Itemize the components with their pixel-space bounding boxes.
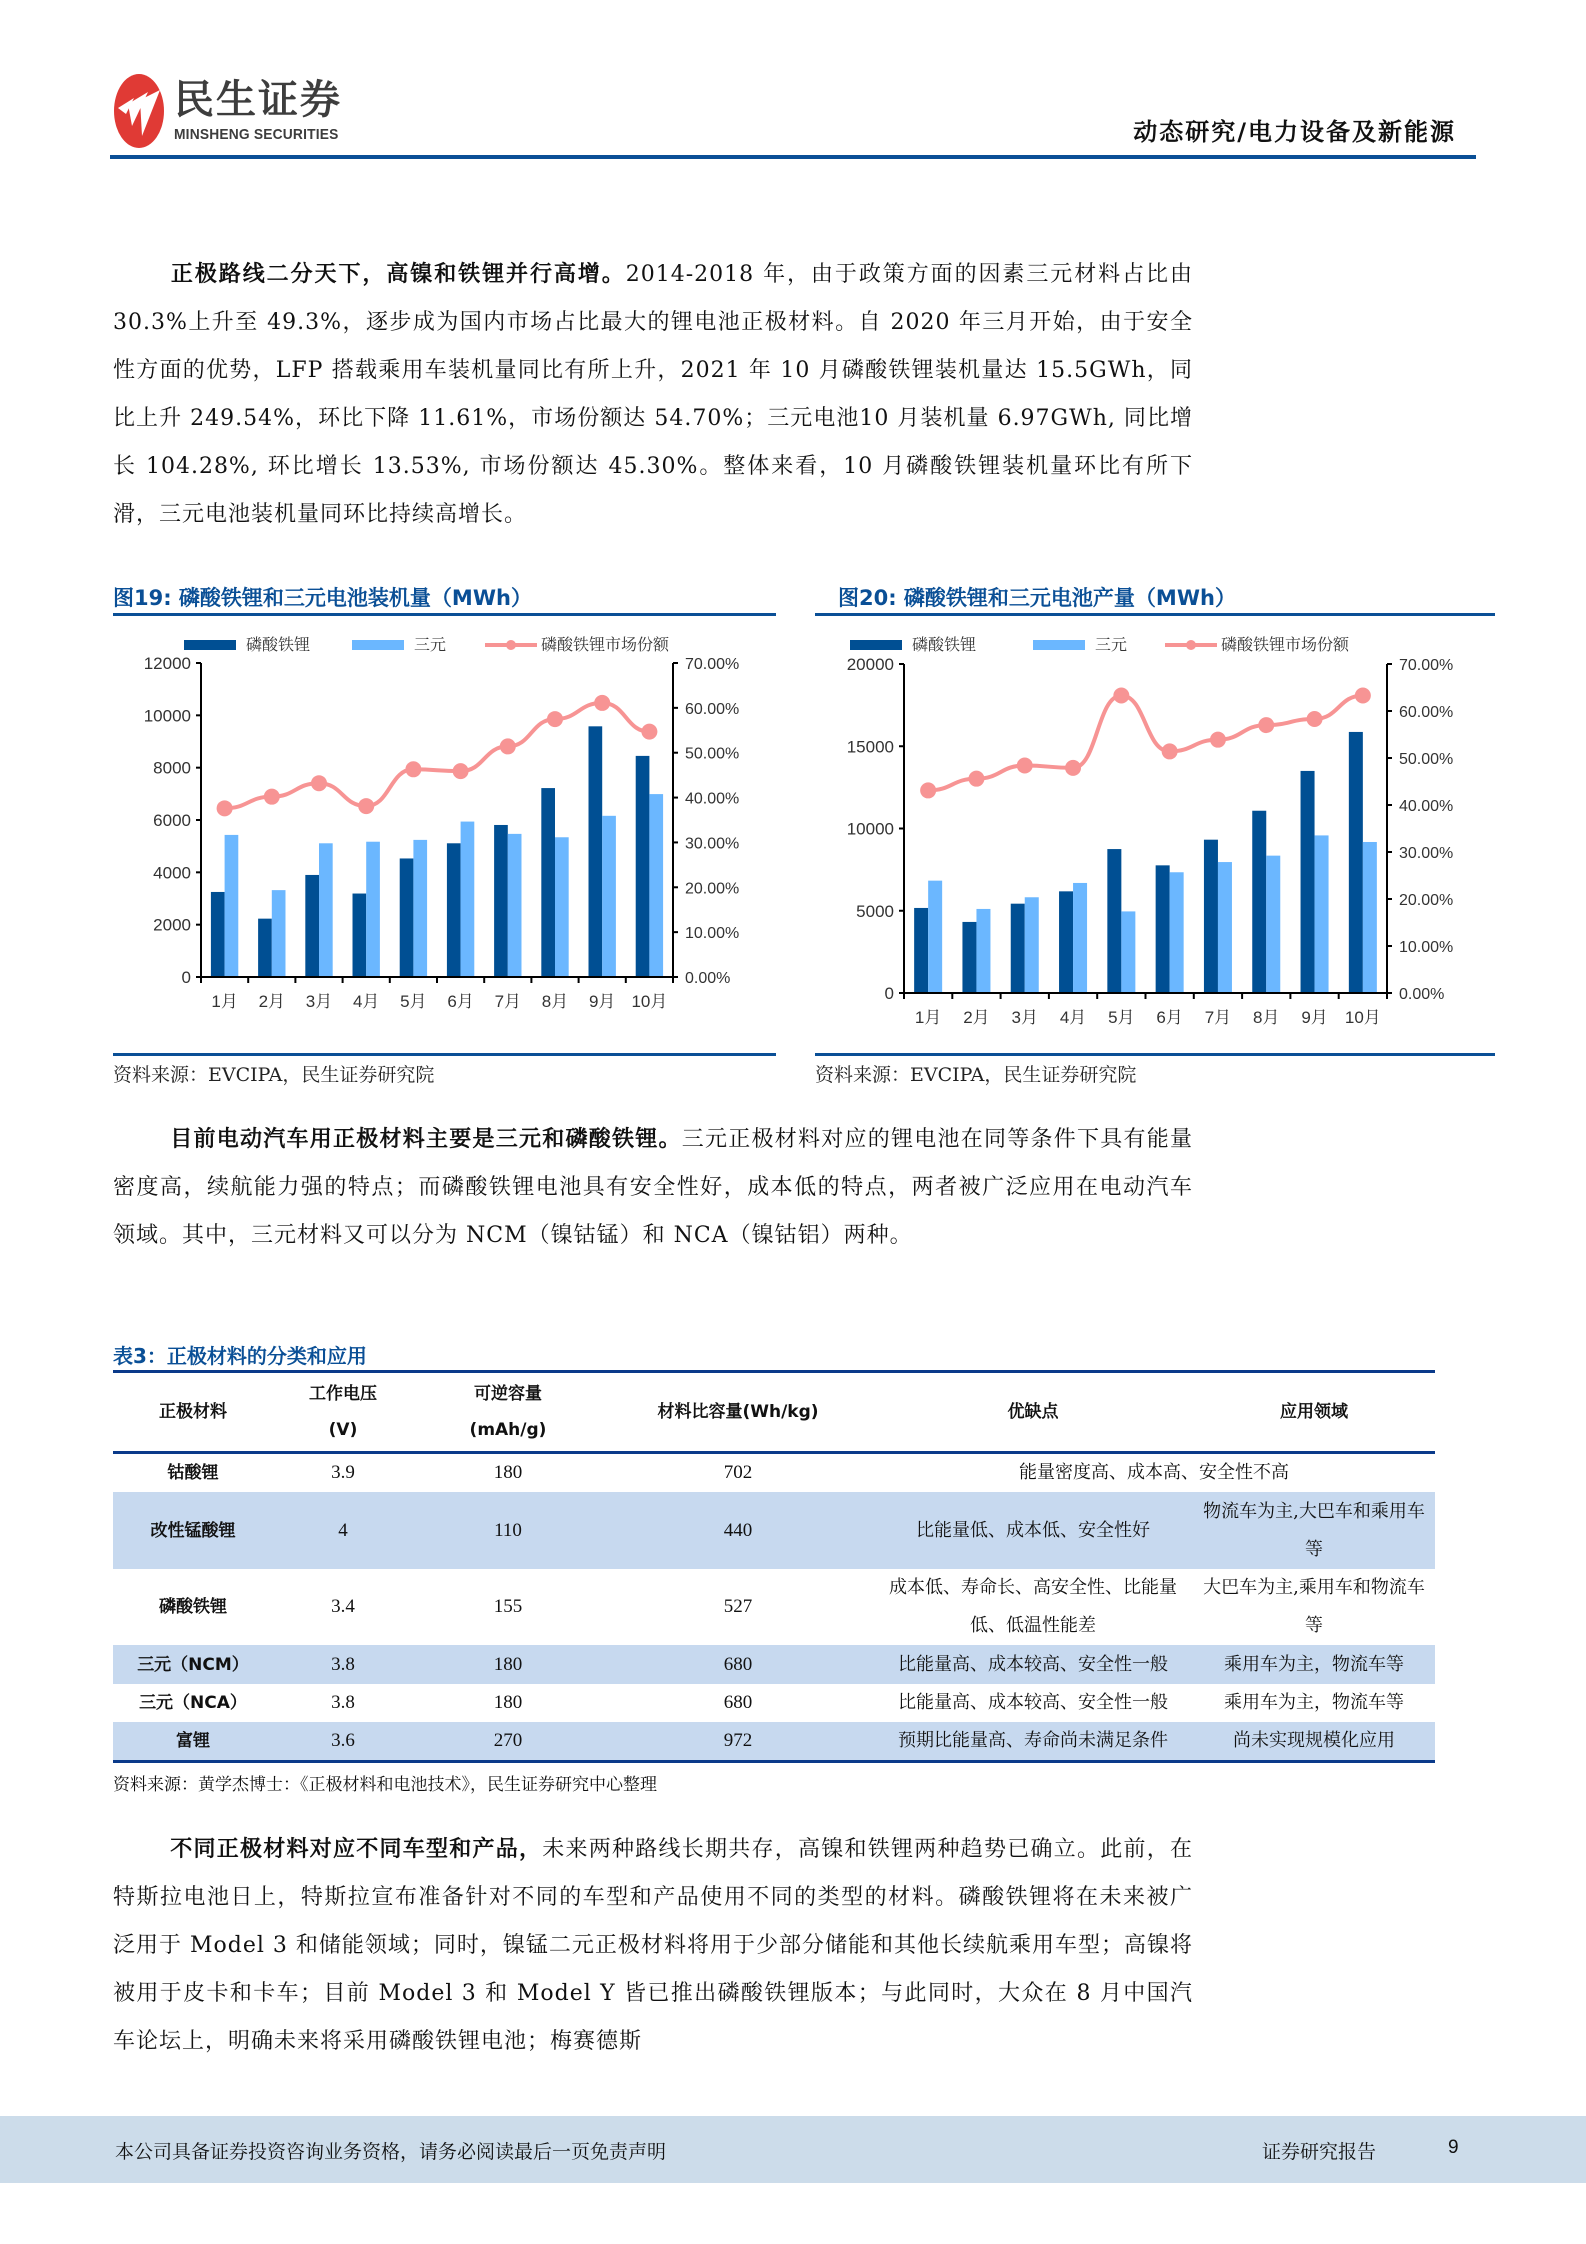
voltage-cell: 3.4 [331, 1596, 355, 1617]
table-row [113, 1722, 1435, 1762]
logo-english-name: MINSHENG SECURITIES [174, 126, 339, 143]
left-tick-label: 0 [181, 968, 191, 987]
figure-19-bottom-rule [113, 1053, 776, 1056]
x-tick-label: 3月 [305, 992, 333, 1011]
share-point [264, 789, 280, 805]
bar-lfp [541, 788, 555, 977]
bar-ternary [1170, 872, 1184, 993]
bar-lfp [914, 908, 928, 993]
share-line [225, 703, 650, 808]
bar-lfp [1156, 865, 1170, 993]
share-point [453, 763, 469, 779]
capacity-cell: 270 [493, 1730, 523, 1751]
x-tick-label: 6月 [1156, 1008, 1183, 1027]
table-row [113, 1492, 1435, 1569]
figure-20-title: 图20: 磷酸铁锂和三元电池产量（MWh） [838, 586, 1236, 610]
bar-ternary [1025, 897, 1039, 993]
left-tick-label: 12000 [143, 654, 191, 673]
specific-capacity-cell: 440 [723, 1519, 753, 1541]
voltage-cell: 3.6 [331, 1730, 355, 1751]
footer-doc-type: 证券研究报告 [1262, 2141, 1377, 2163]
voltage-label: 工作电压 [309, 1384, 377, 1404]
paragraph-lead: 不同正极材料对应不同车型和产品， [170, 1837, 543, 1862]
figure-20-rule [815, 613, 1495, 616]
col-header-specific: 材料比容量(Wh/kg) [657, 1402, 819, 1422]
header-divider [110, 155, 1476, 159]
bar-ternary [1218, 862, 1232, 993]
share-point [547, 711, 563, 727]
bar-lfp [305, 875, 319, 977]
x-tick-label: 1月 [914, 1008, 942, 1027]
legend-label-lfp: 磷酸铁锂 [912, 637, 977, 654]
col-header-pros-cons: 优缺点 [1007, 1402, 1059, 1422]
capacity-cell: 180 [493, 1692, 523, 1713]
x-tick-label: 5月 [400, 992, 427, 1011]
bar-lfp [636, 756, 650, 977]
voltage-cell: 3.8 [331, 1692, 355, 1713]
bar-lfp [211, 892, 225, 977]
specific-capacity-cell: 702 [723, 1462, 753, 1483]
table-header-row [113, 1372, 1435, 1453]
right-tick-label: 40.00% [685, 790, 740, 808]
right-tick-label: 0.00% [1399, 986, 1445, 1003]
x-tick-label: 2月 [963, 1008, 990, 1027]
material-cell: 富锂 [176, 1731, 210, 1751]
material-cell: 三元（NCA） [139, 1693, 247, 1713]
capacity-cell: 180 [493, 1462, 523, 1483]
table-3-source: 资料来源：黄学杰博士：《正极材料和电池技术》，民生证券研究中心整理 [113, 1775, 657, 1795]
share-point [405, 761, 421, 777]
legend-swatch-lfp [184, 640, 236, 650]
left-tick-label: 6000 [153, 811, 191, 830]
bar-ternary [976, 909, 990, 993]
bar-lfp [962, 922, 976, 993]
right-tick-label: 0.00% [685, 970, 731, 987]
paragraph-text: 未来两种路线长期共存，高镍和铁锂两种趋势已确立。此前，在特斯拉电池日上，特斯拉宣布准备针对不同的车型和产品使用不同的类型的材料。磷酸铁锂将在未来被广泛用于 Model 3 和储能领域；同时，镍锰二元正极材料将用于少部分储能和其他长续航乘用车型；高镍将被用于皮卡和卡车；目前 Model 3 和 Model Y 皆已推出磷酸铁锂版本；与此同时，大众在 8 月中国汽车论坛上，明确未来将采用磷酸铁锂电池；梅赛德斯 [113, 1837, 1193, 2054]
right-tick-label: 10.00% [1399, 939, 1454, 956]
bar-lfp [1349, 732, 1363, 993]
x-tick-label: 10月 [631, 992, 668, 1011]
share-point [920, 782, 936, 798]
right-tick-label: 70.00% [685, 656, 740, 673]
footer-disclaimer: 本公司具备证券投资咨询业务资格，请务必阅读最后一页免责声明 [115, 2141, 667, 2163]
bar-lfp [494, 825, 508, 977]
figure-19-chart [100, 620, 780, 1030]
right-tick-label: 20.00% [685, 880, 740, 898]
figure-20-bottom-rule [815, 1053, 1495, 1056]
bar-lfp [1252, 811, 1266, 993]
table-row [113, 1453, 1435, 1493]
x-tick-label: 7月 [494, 992, 522, 1011]
share-point [1210, 732, 1226, 748]
bar-ternary [272, 890, 286, 977]
capacity-cell: 180 [493, 1653, 523, 1675]
application-cell: 乘用车为主，物流车等 [1224, 1692, 1404, 1713]
page-number: 9 [1448, 2137, 1459, 2158]
share-point [594, 695, 610, 711]
paragraph-text: 2014-2018 年，由于政策方面的因素三元材料占比由 30.3%上升至 49.3%，逐步成为国内市场占比最大的锂电池正极材料。自 2020 年三月开始，由于安全性方面的优势，LFP 搭载乘用车装机量同比有所上升，2021 年 10 月磷酸铁锂装机量达 15.5GWh，同比上升 249.54%，环比下降 11.61%，市场份额达 54.70%；三元电池10 月装机量 6.97GWh, 同比增长 104.28%, 环比增长 13.53%, 市场份额达 45.30%。整体来看，10 月磷酸铁锂装机量环比有所下滑，三元电池装机量同环比持续高增长。 [113, 262, 1193, 527]
share-point [1355, 687, 1371, 703]
share-point [1113, 687, 1129, 703]
bar-ternary [1266, 856, 1280, 993]
bar-lfp [1011, 904, 1025, 993]
right-tick-label: 60.00% [1399, 704, 1454, 721]
x-tick-label: 9月 [588, 992, 616, 1011]
paragraph-cathode-materials [113, 1116, 1193, 1260]
right-tick-label: 30.00% [685, 835, 740, 853]
bar-ternary [555, 837, 569, 977]
left-tick-label: 20000 [846, 655, 894, 674]
bar-ternary [413, 840, 427, 977]
capacity-cell: 110 [494, 1519, 522, 1541]
bar-lfp [447, 843, 461, 977]
right-tick-label: 50.00% [1399, 751, 1454, 768]
x-tick-label: 1月 [211, 992, 238, 1011]
share-point [1307, 711, 1323, 727]
right-tick-label: 20.00% [1399, 892, 1454, 909]
logo-chinese-name: 民生证券 [174, 77, 342, 123]
right-tick-label: 50.00% [685, 745, 740, 763]
pros-cons-cell: 能量密度高、成本高、安全性不高 [1019, 1462, 1289, 1483]
x-tick-label: 7月 [1204, 1008, 1232, 1027]
bar-ternary [319, 843, 333, 977]
share-point [968, 771, 984, 787]
material-cell: 三元（NCM） [137, 1654, 249, 1675]
specific-capacity-cell: 527 [723, 1596, 753, 1617]
col-header-capacity: 可逆容量 (mAh/g) [469, 1384, 547, 1440]
bar-lfp [353, 894, 367, 977]
share-point [311, 775, 327, 791]
x-tick-label: 8月 [1253, 1008, 1280, 1027]
pros-cons-cell: 预期比能量高、寿命尚未满足条件 [898, 1730, 1168, 1751]
x-tick-label: 2月 [258, 992, 286, 1011]
legend-marker-share [506, 640, 516, 650]
right-tick-label: 30.00% [1399, 845, 1454, 862]
specific-capacity-cell: 680 [723, 1692, 753, 1713]
bar-ternary [225, 835, 239, 977]
application-cell: 乘用车为主，物流车等 [1224, 1653, 1404, 1675]
col-header-material: 正极材料 [159, 1402, 227, 1422]
voltage-cell: 4 [338, 1519, 348, 1541]
bar-ternary [1363, 842, 1377, 993]
bar-ternary [1315, 835, 1329, 993]
paragraph-tesla-strategy [113, 1826, 1193, 2066]
x-tick-label: 6月 [447, 992, 474, 1011]
share-point [1065, 760, 1081, 776]
specific-capacity-cell: 972 [723, 1730, 753, 1751]
left-tick-label: 10000 [846, 819, 894, 839]
material-cell: 磷酸铁锂 [159, 1597, 227, 1617]
bar-ternary [602, 816, 616, 977]
bar-lfp [1301, 771, 1315, 993]
left-tick-label: 15000 [846, 737, 894, 757]
figure-19-title: 图19: 磷酸铁锂和三元电池装机量（MWh） [113, 586, 532, 610]
table-row [113, 1684, 1435, 1722]
right-tick-label: 60.00% [685, 700, 740, 718]
bar-ternary [1121, 911, 1135, 993]
table-row [113, 1645, 1435, 1684]
bar-ternary [1073, 883, 1087, 993]
right-tick-label: 40.00% [1399, 798, 1454, 815]
x-tick-label: 9月 [1301, 1008, 1328, 1027]
bar-lfp [1059, 891, 1073, 993]
legend-label-share: 磷酸铁锂市场份额 [541, 637, 670, 654]
bar-lfp [1204, 840, 1218, 993]
pros-cons-cell: 成本低、寿命长、高安全性、比能量低、低温性能差 [889, 1577, 1177, 1636]
bar-lfp [258, 919, 272, 977]
legend-marker-share [1186, 640, 1196, 650]
bar-lfp [1107, 849, 1121, 993]
bar-lfp [589, 726, 603, 977]
right-tick-label: 10.00% [685, 925, 740, 943]
legend-label-ternary: 三元 [414, 637, 447, 654]
right-tick-label: 70.00% [1399, 657, 1454, 674]
table-row [113, 1569, 1435, 1645]
legend-label-lfp: 磷酸铁锂 [246, 637, 311, 654]
paragraph-lead: 目前电动汽车用正极材料主要是三元和磷酸铁锂。 [170, 1127, 682, 1152]
share-point [1017, 758, 1033, 774]
x-tick-label: 10月 [1344, 1008, 1381, 1027]
bar-ternary [366, 842, 380, 977]
legend-swatch-ternary [352, 640, 404, 650]
left-tick-label: 2000 [153, 915, 191, 935]
paragraph-lead: 正极路线二分天下，高镍和铁锂并行高增。 [170, 262, 626, 287]
figure-20-chart [815, 620, 1495, 1030]
logo-emblem-icon [114, 74, 164, 148]
table-3-title: 表3：正极材料的分类和应用 [113, 1344, 367, 1368]
share-point [217, 800, 233, 816]
application-cell: 物流车为主,大巴车和乘用车等 [1203, 1500, 1425, 1560]
pros-cons-cell: 比能量高、成本较高、安全性一般 [898, 1692, 1168, 1713]
x-tick-label: 3月 [1011, 1008, 1038, 1027]
paragraph-text: 三元正极材料对应的锂电池在同等条件下具有能量密度高，续航能力强的特点；而磷酸铁锂电池具有安全性好，成本低的特点，两者被广泛应用在电动汽车领域。其中，三元材料又可以分为 NCM（镍钴锰）和 NCA（镍钴铝）两种。 [113, 1127, 1193, 1248]
share-point [1162, 743, 1178, 759]
share-point [1258, 717, 1274, 733]
left-tick-label: 0 [884, 984, 894, 1003]
share-point [641, 724, 657, 740]
left-tick-label: 10000 [143, 706, 191, 726]
left-tick-label: 8000 [153, 758, 191, 778]
bar-ternary [508, 834, 522, 977]
specific-capacity-cell: 680 [723, 1653, 753, 1675]
share-point [358, 798, 374, 814]
share-line [928, 695, 1363, 790]
cathode-materials-table [113, 1370, 1435, 1763]
left-tick-label: 5000 [856, 901, 894, 921]
paragraph-cathode-routes [113, 251, 1193, 539]
application-cell: 尚未实现规模化应用 [1233, 1730, 1395, 1751]
capacity-cell: 155 [493, 1596, 523, 1617]
pros-cons-cell: 比能量低、成本低、安全性好 [916, 1519, 1150, 1541]
bar-lfp [400, 858, 414, 977]
col-header-application: 应用领域 [1280, 1402, 1348, 1422]
legend-swatch-ternary [1033, 640, 1085, 650]
bar-ternary [649, 794, 663, 977]
x-tick-label: 8月 [541, 992, 569, 1011]
legend-label-ternary: 三元 [1095, 637, 1128, 654]
legend-swatch-lfp [850, 640, 902, 650]
figure-20-source: 资料来源：EVCIPA，民生证券研究院 [815, 1064, 1137, 1086]
x-tick-label: 4月 [1059, 1008, 1087, 1027]
bar-ternary [461, 822, 475, 977]
x-tick-label: 5月 [1108, 1008, 1135, 1027]
col-header-voltage: 工作电压 (V) [309, 1384, 377, 1440]
left-tick-label: 4000 [153, 863, 191, 883]
voltage-cell: 3.8 [331, 1653, 355, 1675]
bar-ternary [928, 881, 942, 993]
figure-19-source: 资料来源：EVCIPA，民生证券研究院 [113, 1064, 435, 1086]
application-cell: 大巴车为主,乘用车和物流车等 [1203, 1577, 1425, 1636]
voltage-cell: 3.9 [331, 1462, 355, 1483]
share-point [500, 738, 516, 754]
legend-label-share: 磷酸铁锂市场份额 [1221, 637, 1350, 654]
figure-19-rule [113, 613, 776, 616]
minsheng-logo [114, 74, 394, 148]
material-cell: 钴酸锂 [167, 1463, 219, 1483]
material-cell: 改性锰酸锂 [150, 1520, 236, 1541]
report-category: 动态研究/电力设备及新能源 [1133, 118, 1456, 146]
x-tick-label: 4月 [352, 992, 380, 1011]
pros-cons-cell: 比能量高、成本较高、安全性一般 [898, 1653, 1168, 1675]
